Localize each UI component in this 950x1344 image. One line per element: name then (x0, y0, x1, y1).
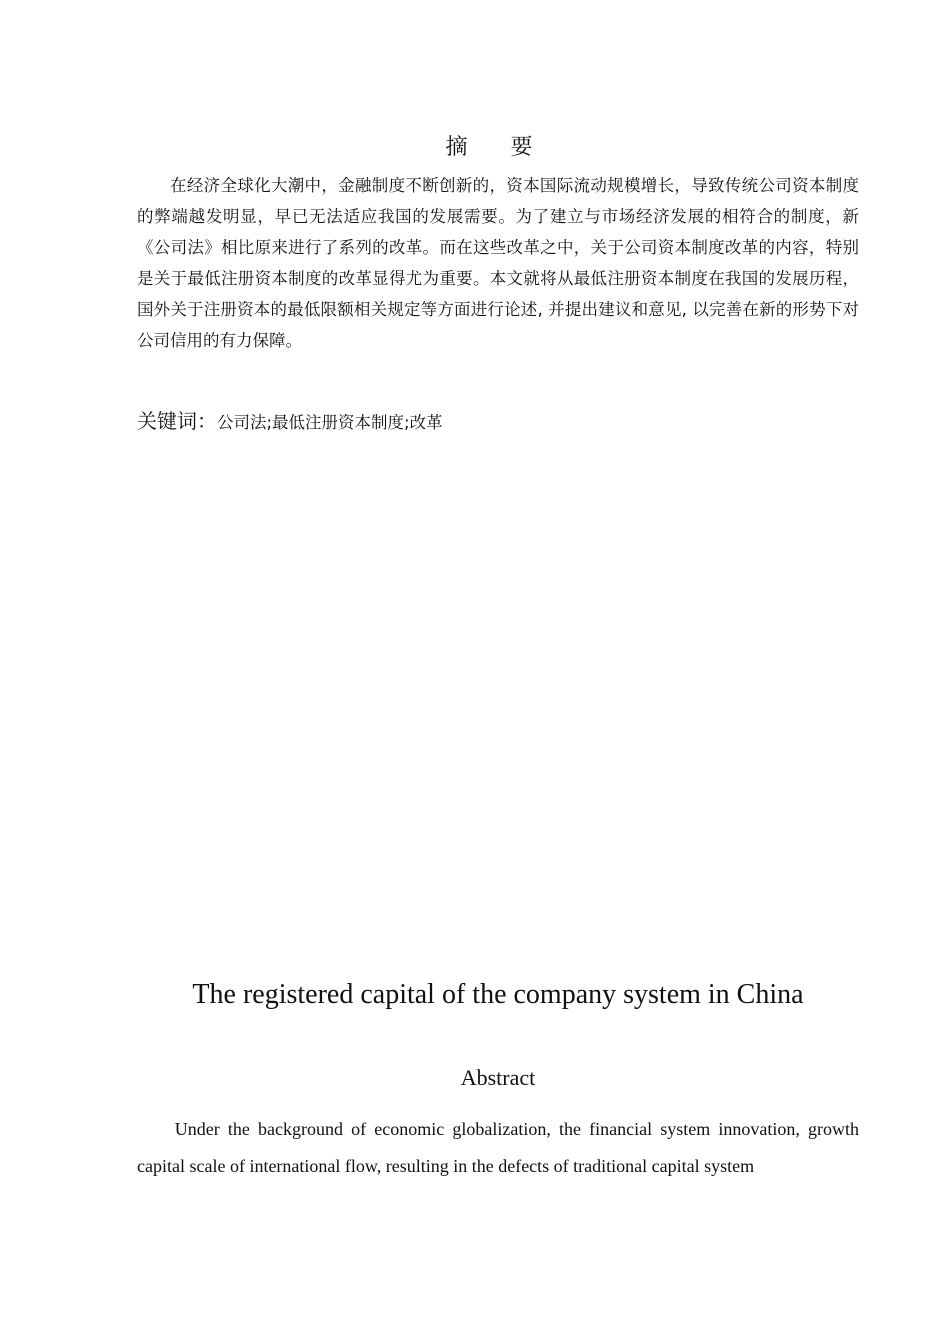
chinese-abstract-body: 在经济全球化大潮中，金融制度不断创新的，资本国际流动规模增长，导致传统公司资本制度的弊端越发明显，早已无法适应我国的发展需要。为了建立与市场经济发展的相符合的制度，新《公司法》相比原来进行了系列的改革。而在这些改革之中，关于公司资本制度改革的内容，特别是关于最低注册资本制度的改革显得尤为重要。本文就将从最低注册资本制度在我国的发展历程，国外关于注册资本的最低限额相关规定等方面进行论述, 并提出建议和意见, 以完善在新的形势下对公司信用的有力保障。 (137, 176, 859, 350)
chinese-keywords (137, 404, 859, 440)
english-title: The registered capital of the company system in China (192, 979, 804, 1010)
chinese-abstract-title: 摘 要 (445, 135, 551, 160)
english-abstract-heading: Abstract (460, 1065, 536, 1090)
english-abstract-body: Under the background of economic globalization, the financial system innovation, growth capital scale of international flow, resulting in the defects of traditional capital system (137, 1119, 859, 1176)
keywords-label: 关键词： (137, 409, 217, 433)
keywords-values: 公司法;最低注册资本制度;改革 (217, 413, 443, 432)
